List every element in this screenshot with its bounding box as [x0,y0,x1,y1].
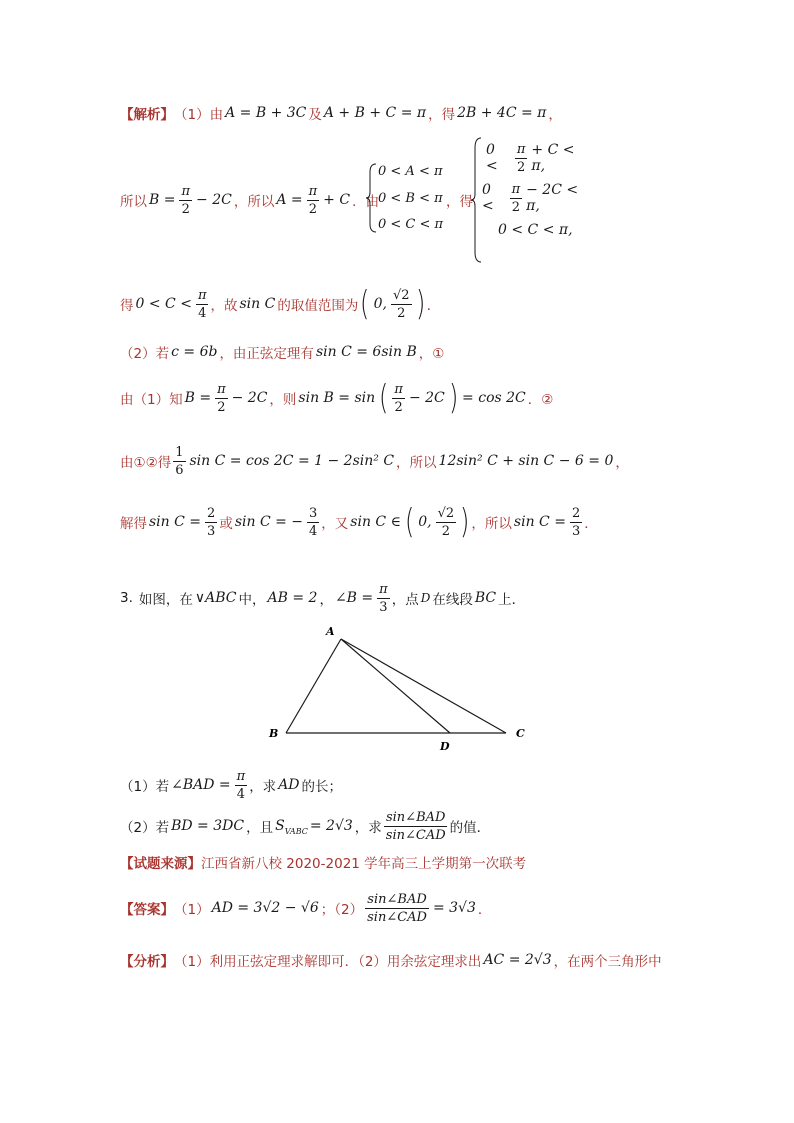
math: sin B = sin [298,390,376,406]
fraction [179,183,192,218]
label-c: C [516,727,525,740]
analysis-line-5 [120,376,553,420]
fraction [515,141,528,176]
text: （2）若 [120,820,170,836]
text: ，则 [269,392,297,408]
math: 0 < C < π, [498,222,573,238]
math: − 2C [231,390,268,406]
text: ，求 [354,820,382,836]
numerator: 1 [175,444,184,460]
numerator: √2 [392,287,410,303]
math: AD = 3√2 − √6 [211,900,319,916]
fraction [384,809,448,844]
analysis-label: 【解析】 [120,107,174,123]
question-3-line [120,578,525,618]
text: （2）若 [120,346,170,362]
system-row [496,218,594,242]
system-row: 0 < C < π [378,217,444,232]
math: A = B + 3C [225,105,307,121]
text: ，得 [446,194,473,210]
text: 的长； [301,779,343,795]
math: 2B + 4C = π [457,105,547,121]
label-b: B [269,727,279,740]
right-paren: ) [448,378,459,418]
math: sin C = cos 2C = 1 − 2sin² C [189,453,395,469]
math: BC [474,590,497,606]
denominator: 2 [217,399,226,415]
source-text: 江西省新八校 2020-2021 学年高三上学期第一次联考 [201,856,527,872]
math: BD = 3DC [171,818,245,834]
numerator: sin∠BAD [367,891,427,907]
analysis-line-1 [120,101,562,125]
text: ；（2） [320,902,364,918]
denominator: 4 [309,523,318,539]
math: 0 < [486,142,498,174]
text: 如图，在 [138,592,193,608]
right-paren: ) [460,502,470,542]
denominator: 2 [308,201,318,217]
analysis-line-2 [120,180,379,220]
text: ，故 [210,298,238,314]
text: 中， [238,592,266,608]
math: 0 < C < [135,296,192,312]
text: ，所以 [471,516,512,532]
text: 上． [498,592,526,608]
text: （1） [174,902,210,918]
analysis-line-6 [120,442,629,480]
fraction [510,181,523,216]
math: B = [149,192,176,208]
fraction [392,381,405,416]
text: 所以 [120,194,147,210]
math: 12sin² C + sin C − 6 = 0 [438,453,614,469]
fraction [391,287,412,322]
fraction [196,287,209,322]
denominator: 4 [198,305,207,321]
source-line [120,851,526,873]
math: S [275,818,285,834]
subquestion-1 [120,765,342,805]
denominator: 4 [236,786,246,802]
math: sin C = [149,514,202,530]
text: ，点 [391,592,419,608]
denominator: 2 [181,201,190,217]
fraction [205,505,217,540]
math: sin C = [513,514,566,530]
numerator: π [379,581,388,597]
numerator: π [394,381,403,397]
text: ，由正弦定理有 [219,346,314,362]
math: AC = 2√3 [483,952,552,968]
math: AB = 2 [267,590,318,606]
math: sin C = 6sin B [315,344,417,360]
text: 的取值范围为 [277,298,359,314]
denominator: sin∠CAD [385,827,446,843]
text: ， [548,107,562,123]
fraction [215,381,228,416]
numerator: π [308,183,318,199]
text: ，① [418,346,445,362]
text: （1）由 [174,107,224,123]
denominator: 3 [379,599,388,615]
math: AD [278,777,300,793]
analysis-line-3 [120,282,440,326]
text: 及 [308,107,322,123]
math: = 3√3 [432,900,476,916]
fenxi-line [120,948,662,972]
denominator: 2 [397,305,406,321]
system-row: 0 < B < π [378,190,443,206]
numerator: 2 [571,505,581,521]
text: ，得 [428,107,456,123]
system-2 [484,138,594,242]
triangle-figure [260,620,540,750]
math: − 2C [196,192,232,208]
text: ，在两个三角形中 [553,954,662,970]
numerator: sin∠BAD [385,809,446,825]
text: 解得 [120,516,147,532]
text: 得 [120,298,134,314]
math: 0 < [482,182,494,214]
denominator: 3 [571,523,581,539]
math: + C < π, [531,142,575,174]
right-paren: ) [415,284,425,324]
system-row: 0 < A < π [378,164,443,179]
question-number: 3. [120,590,133,606]
left-paren: ( [360,284,370,324]
math: B = [184,390,212,406]
fenxi-label: 【分析】 [120,954,174,970]
denominator: sin∠CAD [367,909,427,925]
denominator: 2 [511,199,520,215]
text: ， [319,592,333,608]
text: 在线段 [432,592,473,608]
math: ∠BAD = [171,777,231,793]
text: 由（1）知 [120,392,183,408]
answer-line [120,888,491,928]
source-label: 【试题来源】 [120,856,201,872]
text: ，所以 [233,194,275,210]
fraction [173,444,185,479]
text: 由①②得 [120,455,172,471]
text: ．② [527,392,554,408]
label-d: D [440,740,450,750]
segment-ad [341,639,450,733]
math-subscript: VABC [284,827,308,836]
numerator: π [217,381,226,397]
numerator: 3 [309,505,318,521]
text-get [446,190,473,210]
math: ∨ABC [194,590,237,606]
text: ，且 [246,820,274,836]
side-ac [341,639,506,733]
denominator: 2 [441,523,450,539]
math: 0, [418,514,432,530]
system-row [484,138,594,178]
numerator: π [511,181,521,197]
text: ， [615,455,629,471]
answer-label: 【答案】 [120,902,174,918]
analysis-line-7 [120,500,598,544]
fraction [365,891,429,926]
subquestion-2 [120,806,490,846]
fraction [307,505,319,540]
math: c = 6b [171,344,218,360]
text: ．由 [352,194,380,210]
denominator: 6 [175,462,184,478]
fraction [436,505,457,540]
text: ，又 [321,516,349,532]
text: （1）若 [120,779,170,795]
math: sin C [239,296,276,312]
math: sin C = − [234,514,304,530]
fraction [235,768,248,803]
math: sin C ∈ [350,514,401,530]
fraction [307,183,320,218]
analysis-line-4 [120,341,444,363]
left-paren: ( [404,502,415,542]
text: （1）利用正弦定理求解即可．（2）用余弦定理求出 [174,954,482,970]
math: = 2√3 [309,818,353,834]
math: − 2C [408,390,445,406]
numerator: π [516,141,526,157]
math: = cos 2C [462,390,526,406]
fraction [377,581,390,616]
numerator: π [181,183,191,199]
text: ，所以 [396,455,437,471]
side-ab [286,639,341,733]
text: 或 [219,516,233,532]
math: A + B + C = π [323,105,427,121]
numerator: 2 [207,505,216,521]
math: + C [323,192,351,208]
numerator: π [236,768,246,784]
numerator: √2 [437,505,455,521]
math: − 2C < π, [526,182,579,214]
denominator: 3 [207,523,216,539]
label-a: A [326,625,335,638]
math: A = [276,192,303,208]
denominator: 2 [516,159,526,175]
text: ． [477,902,492,918]
brace-system-1 [366,162,378,234]
text: 的值． [449,820,491,836]
numerator: π [197,287,207,303]
denominator: 2 [394,399,403,415]
system-1 [378,164,443,232]
math: 0, [373,296,387,312]
system-row [480,178,594,218]
math: D [420,591,431,605]
text: ，求 [249,779,277,795]
math: ∠B = [334,590,374,606]
text: ． [426,298,441,314]
text: ． [584,516,598,532]
left-paren: ( [379,378,389,418]
fraction [570,505,582,540]
